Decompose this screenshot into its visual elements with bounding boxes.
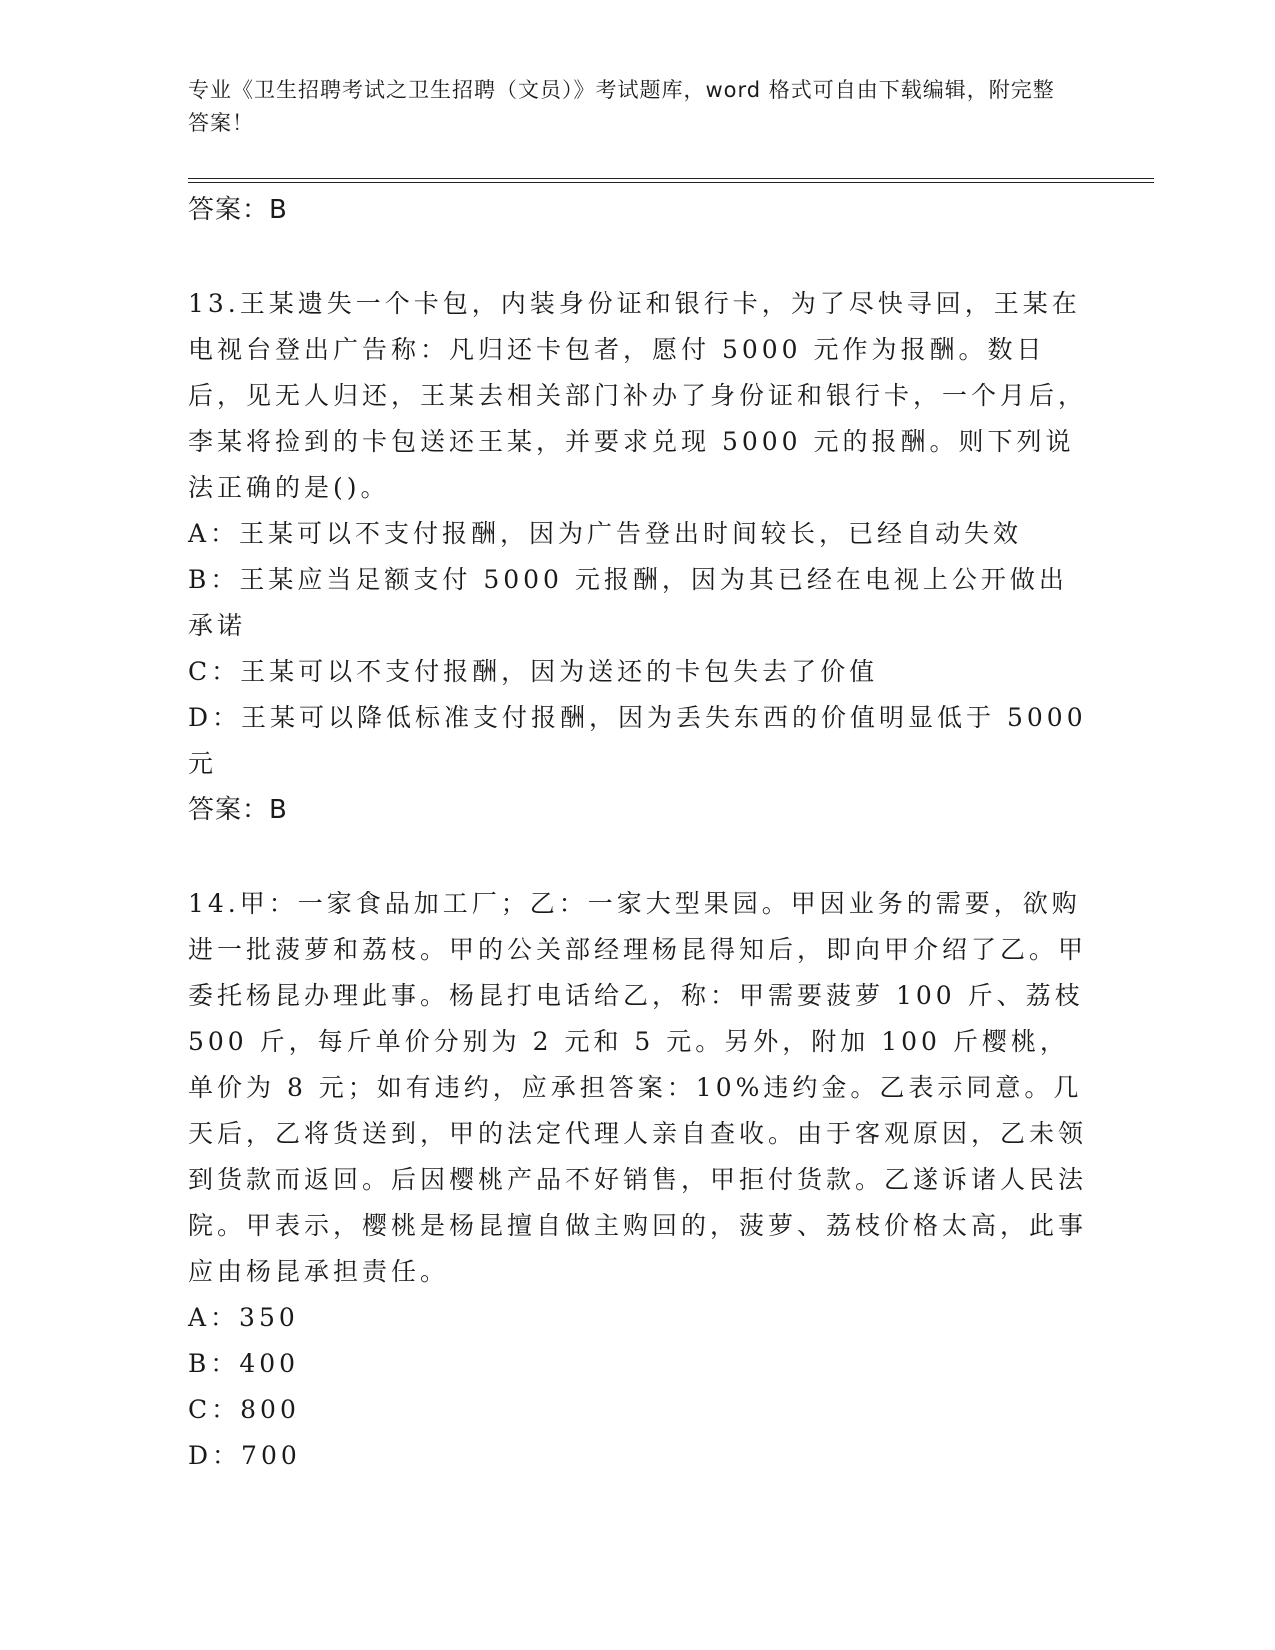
question-14-stem: 14.甲：一家食品加工厂；乙：一家大型果园。甲因业务的需要，欲购进一批菠萝和荔枝。甲的公关部经理杨昆得知后，即向甲介绍了乙。甲委托杨昆办理此事。杨昆打电话给乙，称：甲需要菠萝 100 斤、荔枝 500 斤，每斤单价分别为 2 元和 5 元。另外，附加 100 斤樱桃，单价为 8 元；如有违约，应承担答案：10%违约金。乙表示同意。几天后，乙将货送到，甲的法定代理人亲自查收。由于客观原因，乙未领到货款而返回。后因樱桃产品不好销售，甲拒付货款。乙遂诉诸人民法院。甲表示，樱桃是杨昆擅自做主购回的，菠萝、荔枝价格太高，此事应由杨昆承担责任。: [188, 889, 1088, 1286]
question-13-stem: 13.王某遗失一个卡包，内装身份证和银行卡，为了尽快寻回，王某在电视台登出广告称：凡归还卡包者，愿付 5000 元作为报酬。数日后，见无人归还，王某去相关部门补办了身份证和银行卡，一个月后，李某将捡到的卡包送还王某，并要求兑现 5000 元的报酬。则下列说法正确的是()。: [188, 289, 1088, 502]
question-14-option-a: A：350: [188, 1303, 299, 1332]
previous-answer: 答案：B: [188, 195, 288, 225]
question-13-option-a: A：王某可以不支付报酬，因为广告登出时间较长，已经自动失效: [188, 519, 1023, 548]
question-13-answer: 答案：B: [188, 795, 288, 825]
header-divider-top: [188, 178, 1154, 179]
spacer: [188, 233, 1088, 281]
document-body: [188, 187, 1088, 1479]
header-divider-bottom: [188, 182, 1154, 183]
document-header: 专业《卫生招聘考试之卫生招聘（文员）》考试题库，word 格式可自由下载编辑，附完整答案！: [188, 78, 1055, 135]
question-14-option-c: C：800: [188, 1395, 300, 1424]
question-13-option-d: D：王某可以降低标准支付报酬，因为丢失东西的价值明显低于 5000 元: [188, 703, 1087, 778]
question-13-option-b: B：王某应当足额支付 5000 元报酬，因为其已经在电视上公开做出承诺: [188, 565, 1068, 640]
question-13-option-c: C：王某可以不支付报酬，因为送还的卡包失去了价值: [188, 657, 879, 686]
spacer: [188, 833, 1088, 881]
question-14-option-d: D：700: [188, 1441, 301, 1470]
question-14-option-b: B：400: [188, 1349, 300, 1378]
